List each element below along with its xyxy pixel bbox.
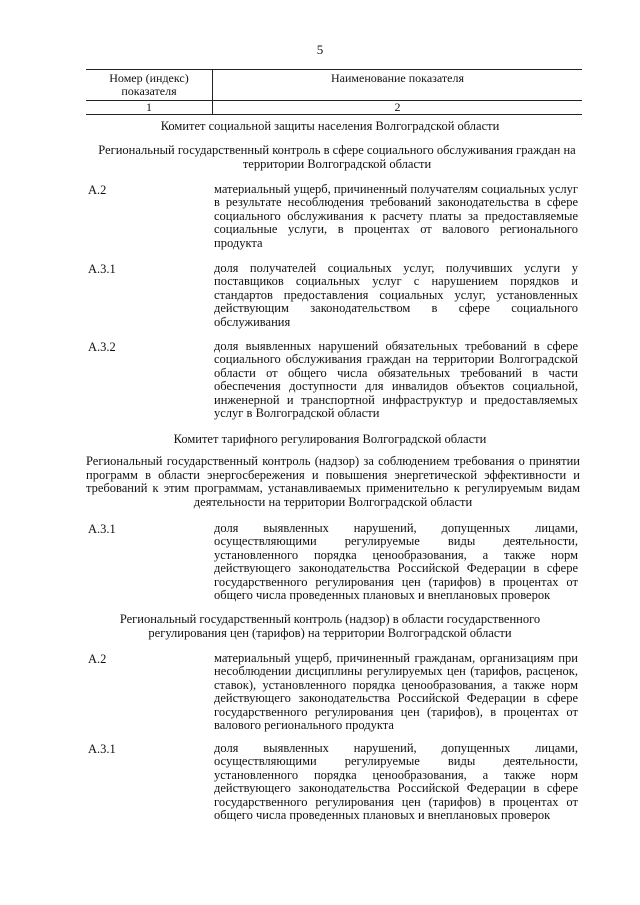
indicator-code: А.2 [88,183,107,197]
control-heading: Региональный государственный контроль (надзор) в области государственного регулирования цен (тарифов) на территории Волгоградской области [119,612,541,640]
indicator-code: А.3.1 [88,742,116,756]
indicator-description: доля выявленных нарушений, допущенных лицами, осуществляющими регулируемые виды деятельности, установленного порядка ценообразования, а также норм действующего законодательства Российской Федерации в сфере государственного регулирования цен (тарифов) в процентах от общего числа проведенных плановых и внеплановых проверок [214,521,578,603]
control-heading: Региональный государственный контроль (надзор) за соблюдением требования о принятии программ в области энергосбережения и повышения энергетической эффективности и требований к этим программам, устанавливаемых применительно к регулируемым видам деятельности на территории Волгоградской области [86,454,580,509]
indicator-description: материальный ущерб, причиненный получателям социальных услуг в результате несоблюдения требований законодательства в сфере социального обслуживания к расчету платы за предоставляемые социальные услуги, в процентах от валового регионального продукта [214,182,578,250]
indicator-table-header [86,69,582,115]
committee-heading: Комитет тарифного регулирования Волгоградской области [173,432,487,446]
column-header-name: Наименование показателя [213,70,583,101]
table-number-row [86,101,582,115]
indicator-description: материальный ущерб, причиненный гражданам, организациям при несоблюдении дисциплины регулируемых цен (тарифов, расценок, ставок), установленного порядка ценообразования, а также норм действующего законодательства Российской Федерации в сфере государственного регулирования цен (тарифов), в процентах от валового регионального продукта [214,651,578,733]
committee-heading: Комитет социальной защиты населения Волгоградской области [160,119,500,133]
indicator-description: доля получателей социальных услуг, получивших услуги у поставщиков социальных услуг с нарушением порядков и стандартов предоставления социальных услуг, установленных действующим законодательством в сфере социального обслуживания [214,261,578,329]
indicator-code: А.3.1 [88,262,116,276]
column-number-2: 2 [213,101,583,115]
indicator-description: доля выявленных нарушений обязательных требований в сфере социального обслуживания граждан на территории Волгоградской области от общего числа обязательных требований в части обеспечения доступности для инвалидов объектов социальной, инженерной и транспортной инфраструктур и предоставляемых услуг в Волгоградской области [214,339,578,421]
indicator-code: А.2 [88,652,107,666]
page-number: 5 [316,42,324,57]
indicator-code: А.3.1 [88,522,116,536]
column-header-index: Номер (индекс) показателя [86,70,213,101]
indicator-code: А.3.2 [88,340,116,354]
table-header-row [86,70,582,101]
column-number-1: 1 [86,101,213,115]
indicator-description: доля выявленных нарушений, допущенных лицами, осуществляющими регулируемые виды деятельности, установленного порядка ценообразования, а также норм действующего законодательства Российской Федерации в сфере государственного регулирования цен (тарифов) в процентах от общего числа проведенных плановых и внеплановых проверок [214,741,578,823]
control-heading: Региональный государственный контроль в сфере социального обслуживания граждан на территории Волгоградской области [98,143,576,171]
